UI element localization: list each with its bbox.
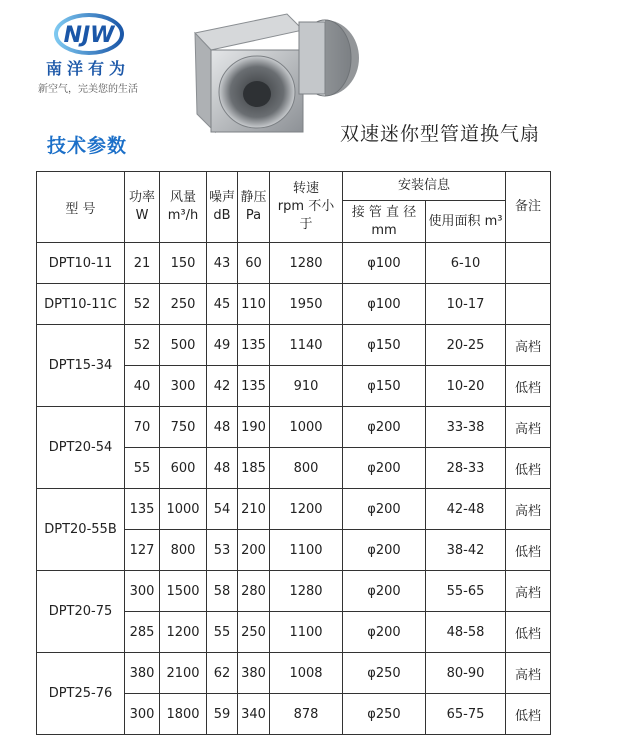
header-airflow-unit: m³/h	[167, 208, 199, 223]
brand-logo	[38, 12, 148, 102]
cell-noise: 53	[207, 530, 238, 571]
cell-model: DPT20-54	[37, 407, 125, 489]
header-noise	[207, 172, 238, 243]
cell-speed: 1140	[270, 325, 343, 366]
cell-remark: 低档	[506, 366, 551, 407]
cell-speed: 1950	[270, 284, 343, 325]
cell-airflow: 150	[160, 243, 207, 284]
cell-airflow: 300	[160, 366, 207, 407]
cell-speed: 1200	[270, 489, 343, 530]
cell-speed: 800	[270, 448, 343, 489]
header-speed-unit: rpm 不小	[277, 199, 335, 214]
cell-airflow: 800	[160, 530, 207, 571]
cell-area: 33-38	[426, 407, 506, 448]
cell-remark	[506, 284, 551, 325]
cell-remark: 高档	[506, 489, 551, 530]
cell-power: 52	[125, 325, 160, 366]
cell-power: 127	[125, 530, 160, 571]
njw-logo-icon	[52, 12, 126, 56]
cell-airflow: 2100	[160, 653, 207, 694]
cell-remark: 低档	[506, 612, 551, 653]
cell-pressure: 185	[238, 448, 270, 489]
cell-noise: 62	[207, 653, 238, 694]
cell-airflow: 1000	[160, 489, 207, 530]
header-area: 使用面积 m³	[426, 201, 506, 243]
cell-remark: 低档	[506, 530, 551, 571]
cell-speed: 878	[270, 694, 343, 735]
cell-area: 48-58	[426, 612, 506, 653]
cell-remark: 高档	[506, 407, 551, 448]
table-row	[37, 325, 551, 366]
cell-area: 6-10	[426, 243, 506, 284]
header-noise-unit: dB	[213, 208, 231, 223]
cell-diameter: φ200	[343, 530, 426, 571]
header-pressure-unit: Pa	[245, 208, 262, 223]
header-noise-label: 噪声	[208, 190, 235, 205]
cell-noise: 59	[207, 694, 238, 735]
cell-remark: 低档	[506, 694, 551, 735]
cell-remark: 高档	[506, 571, 551, 612]
cell-noise: 43	[207, 243, 238, 284]
section-title: 技术参数	[47, 135, 128, 157]
header-speed-unit-cont: 于	[299, 217, 313, 232]
cell-speed: 910	[270, 366, 343, 407]
cell-area: 65-75	[426, 694, 506, 735]
table-header-row	[37, 172, 551, 201]
cell-power: 52	[125, 284, 160, 325]
cell-pressure: 340	[238, 694, 270, 735]
cell-model: DPT20-55B	[37, 489, 125, 571]
header-diameter-label: 接 管 直 径	[351, 204, 417, 220]
header-model: 型 号	[37, 172, 125, 243]
cell-diameter: φ200	[343, 571, 426, 612]
header-airflow	[160, 172, 207, 243]
cell-airflow: 1200	[160, 612, 207, 653]
cell-power: 285	[125, 612, 160, 653]
cell-remark: 高档	[506, 653, 551, 694]
cell-pressure: 135	[238, 366, 270, 407]
cell-power: 300	[125, 694, 160, 735]
cell-diameter: φ200	[343, 448, 426, 489]
table-row	[37, 407, 551, 448]
cell-noise: 48	[207, 407, 238, 448]
cell-model: DPT10-11	[37, 243, 125, 284]
header-remark: 备注	[506, 172, 551, 243]
cell-noise: 45	[207, 284, 238, 325]
cell-speed: 1280	[270, 571, 343, 612]
header-diameter	[343, 201, 426, 243]
cell-diameter: φ150	[343, 366, 426, 407]
header-power	[125, 172, 160, 243]
cell-area: 38-42	[426, 530, 506, 571]
table-row	[37, 489, 551, 530]
cell-diameter: φ200	[343, 489, 426, 530]
header-pressure	[238, 172, 270, 243]
cell-pressure: 190	[238, 407, 270, 448]
cell-remark: 低档	[506, 448, 551, 489]
table-row	[37, 284, 551, 325]
cell-power: 300	[125, 571, 160, 612]
cell-pressure: 210	[238, 489, 270, 530]
product-title: 双速迷你型管道换气扇	[340, 123, 541, 145]
logo-text: NJW	[63, 23, 115, 48]
cell-area: 80-90	[426, 653, 506, 694]
cell-speed: 1008	[270, 653, 343, 694]
cell-speed: 1100	[270, 612, 343, 653]
cell-pressure: 250	[238, 612, 270, 653]
cell-diameter: φ250	[343, 653, 426, 694]
cell-diameter: φ150	[343, 325, 426, 366]
brand-name: 南洋有为	[46, 59, 131, 78]
brand-slogan: 新空气，完美您的生活	[38, 84, 138, 95]
duct-fan-product-image	[175, 8, 367, 136]
cell-airflow: 600	[160, 448, 207, 489]
cell-pressure: 60	[238, 243, 270, 284]
cell-area: 10-20	[426, 366, 506, 407]
header-airflow-label: 风量	[169, 190, 196, 205]
cell-area: 55-65	[426, 571, 506, 612]
table-row	[37, 243, 551, 284]
header-speed-label: 转速	[292, 181, 319, 196]
cell-noise: 48	[207, 448, 238, 489]
cell-area: 10-17	[426, 284, 506, 325]
cell-area: 42-48	[426, 489, 506, 530]
cell-power: 40	[125, 366, 160, 407]
header-speed	[270, 172, 343, 243]
cell-area: 28-33	[426, 448, 506, 489]
cell-speed: 1000	[270, 407, 343, 448]
table-row	[37, 571, 551, 612]
table-row	[37, 653, 551, 694]
cell-diameter: φ100	[343, 284, 426, 325]
cell-noise: 54	[207, 489, 238, 530]
cell-pressure: 110	[238, 284, 270, 325]
cell-model: DPT20-75	[37, 571, 125, 653]
cell-noise: 58	[207, 571, 238, 612]
cell-pressure: 200	[238, 530, 270, 571]
cell-speed: 1100	[270, 530, 343, 571]
header-pressure-label: 静压	[240, 190, 267, 205]
cell-noise: 42	[207, 366, 238, 407]
cell-diameter: φ200	[343, 407, 426, 448]
cell-airflow: 1500	[160, 571, 207, 612]
cell-airflow: 500	[160, 325, 207, 366]
cell-model: DPT15-34	[37, 325, 125, 407]
cell-airflow: 1800	[160, 694, 207, 735]
cell-area: 20-25	[426, 325, 506, 366]
cell-remark	[506, 243, 551, 284]
header-install: 安装信息	[343, 172, 506, 201]
cell-diameter: φ250	[343, 694, 426, 735]
cell-speed: 1280	[270, 243, 343, 284]
cell-airflow: 250	[160, 284, 207, 325]
cell-diameter: φ100	[343, 243, 426, 284]
cell-model: DPT10-11C	[37, 284, 125, 325]
cell-noise: 55	[207, 612, 238, 653]
cell-remark: 高档	[506, 325, 551, 366]
cell-diameter: φ200	[343, 612, 426, 653]
cell-pressure: 135	[238, 325, 270, 366]
spec-table	[36, 171, 551, 735]
header-power-label: 功率	[128, 190, 155, 205]
cell-pressure: 280	[238, 571, 270, 612]
cell-power: 55	[125, 448, 160, 489]
cell-airflow: 750	[160, 407, 207, 448]
header-power-unit: W	[135, 208, 149, 223]
cell-power: 21	[125, 243, 160, 284]
cell-power: 135	[125, 489, 160, 530]
header-diameter-unit: mm	[371, 222, 397, 238]
cell-noise: 49	[207, 325, 238, 366]
cell-pressure: 380	[238, 653, 270, 694]
cell-power: 380	[125, 653, 160, 694]
cell-model: DPT25-76	[37, 653, 125, 735]
cell-power: 70	[125, 407, 160, 448]
